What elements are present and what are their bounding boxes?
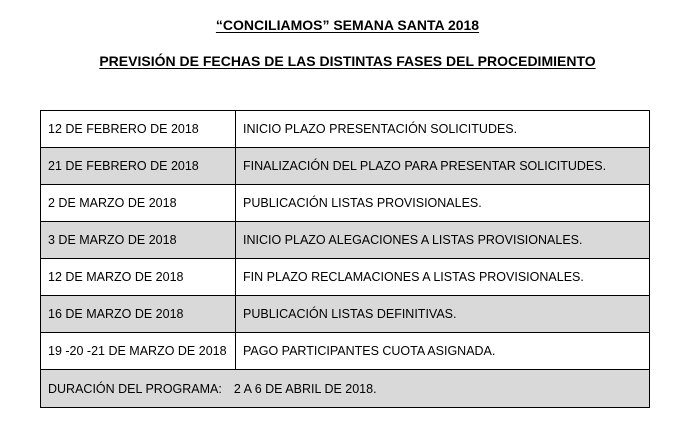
duration-row <box>41 370 650 408</box>
table-row <box>41 111 650 148</box>
row-phase: INICIO PLAZO PRESENTACIÓN SOLICITUDES. <box>236 111 650 148</box>
row-phase: PUBLICACIÓN LISTAS DEFINITIVAS. <box>236 296 650 333</box>
table-row <box>41 185 650 222</box>
table-row <box>41 296 650 333</box>
document-title: “CONCILIAMOS” SEMANA SANTA 2018 <box>215 17 480 33</box>
duration-label: DURACIÓN DEL PROGRAMA: <box>48 381 222 396</box>
row-date: 19 -20 -21 DE MARZO DE 2018 <box>41 333 236 370</box>
schedule-table <box>40 110 650 408</box>
row-phase: PUBLICACIÓN LISTAS PROVISIONALES. <box>236 185 650 222</box>
row-phase: INICIO PLAZO ALEGACIONES A LISTAS PROVISIONALES. <box>236 222 650 259</box>
table-row <box>41 333 650 370</box>
row-date: 2 DE MARZO DE 2018 <box>41 185 236 222</box>
row-date: 12 DE FEBRERO DE 2018 <box>41 111 236 148</box>
row-phase: FIN PLAZO RECLAMACIONES A LISTAS PROVISIONALES. <box>236 259 650 296</box>
row-phase: PAGO PARTICIPANTES CUOTA ASIGNADA. <box>236 333 650 370</box>
duration-value: 2 A 6 DE ABRIL DE 2018. <box>233 381 377 396</box>
table-row <box>41 148 650 185</box>
row-date: 16 DE MARZO DE 2018 <box>41 296 236 333</box>
duration-cell <box>41 370 650 408</box>
row-date: 12 DE MARZO DE 2018 <box>41 259 236 296</box>
document-subtitle: PREVISIÓN DE FECHAS DE LAS DISTINTAS FASES DEL PROCEDIMIENTO <box>99 53 596 69</box>
row-date: 21 DE FEBRERO DE 2018 <box>41 148 236 185</box>
table-row <box>41 259 650 296</box>
row-date: 3 DE MARZO DE 2018 <box>41 222 236 259</box>
row-phase: FINALIZACIÓN DEL PLAZO PARA PRESENTAR SOLICITUDES. <box>236 148 650 185</box>
table-row <box>41 222 650 259</box>
